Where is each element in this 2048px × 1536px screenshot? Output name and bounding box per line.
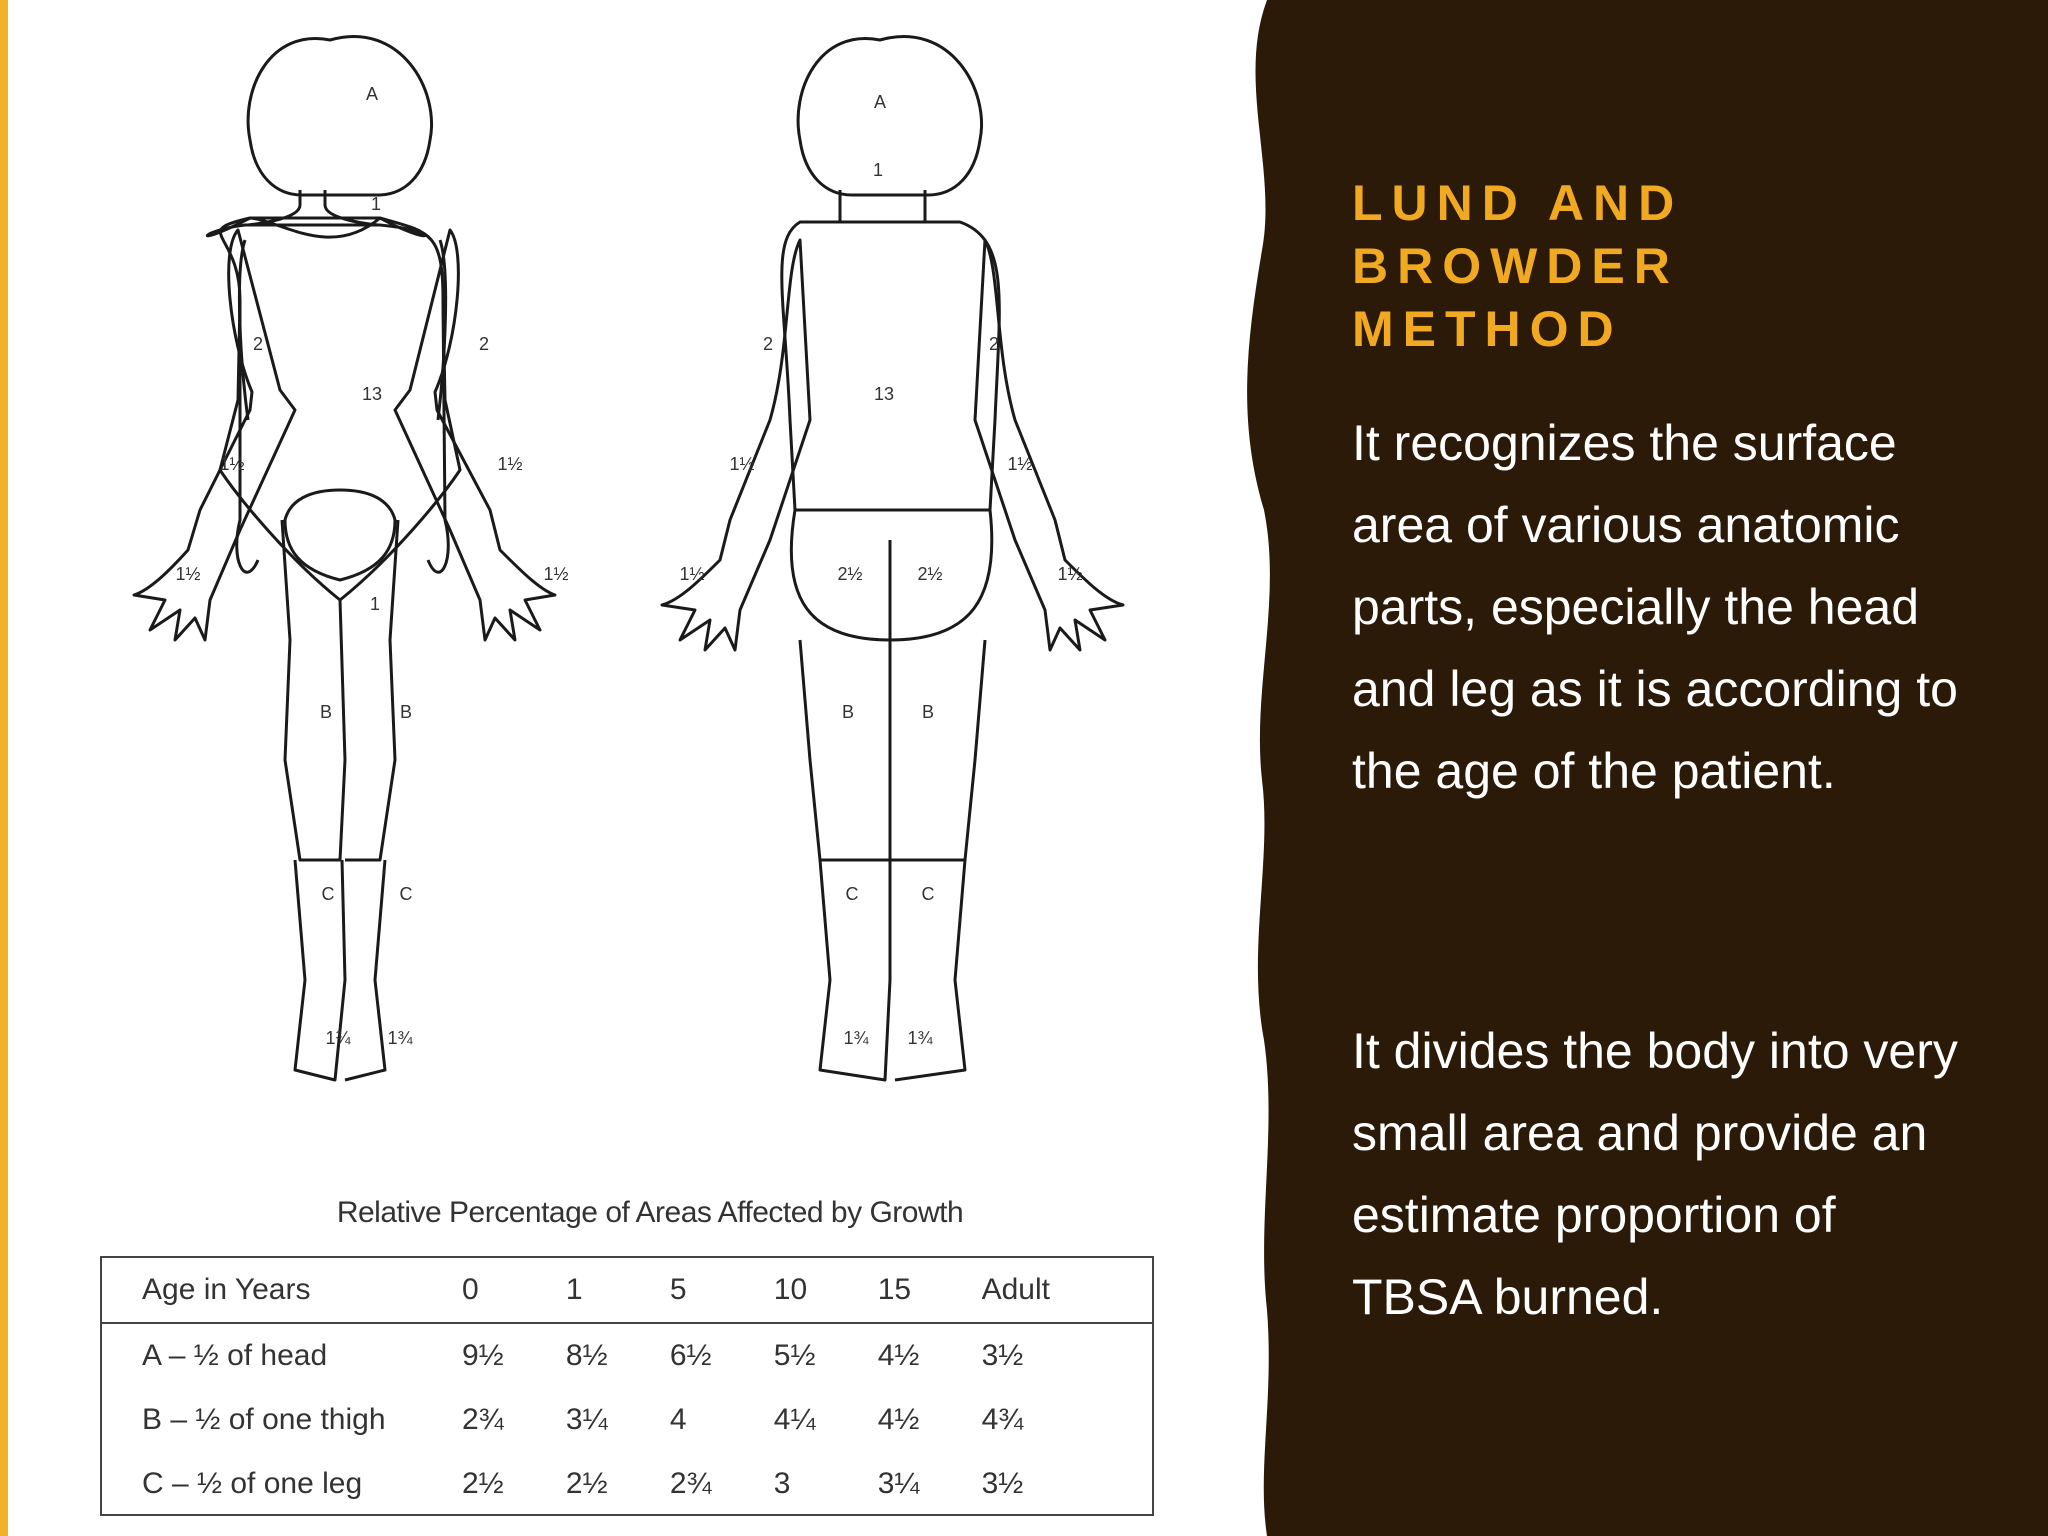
growth-table-row [102,1323,1152,1388]
front-label-foot-left: 1¾ [325,1028,351,1048]
back-label-forearm-right: 1½ [1007,454,1033,474]
front-label-leg-left: C [321,884,335,904]
growth-table-header-cell: 0 [462,1258,566,1323]
front-label-upper-arm-right: 2 [478,334,490,354]
growth-table-cell: 5½ [773,1339,816,1372]
back-label-neck: 1 [872,160,884,180]
growth-table-cell: 4 [669,1403,687,1436]
growth-table-cell: 3¼ [565,1403,608,1436]
slide-paragraph-1: It recognizes the surface area of various anatomic parts, especially the head and leg as it is according to the age of the patient. [1352,415,1958,799]
front-label-genitals: 1 [369,594,381,614]
growth-table-cell: 3 [773,1467,791,1500]
growth-table-header-cell: 10 [774,1258,878,1323]
growth-table-cell: C – ½ of one leg [142,1467,363,1500]
front-body-outline [134,36,555,1080]
back-label-foot-right: 1¾ [907,1028,933,1048]
growth-table-cell: A – ½ of head [142,1339,328,1372]
front-label-upper-arm-left: 2 [252,334,264,354]
back-label-thigh-left: B [841,702,855,722]
growth-table-cell: 4½ [877,1339,920,1372]
back-label-head: A [873,92,887,112]
front-label-forearm-left: 1½ [219,454,245,474]
growth-table-cell: 4¾ [981,1403,1024,1436]
back-label-buttock-left: 2½ [837,564,863,584]
growth-table-cell: 4¼ [773,1403,816,1436]
growth-table-cell: 3½ [981,1467,1024,1500]
growth-table-cell: 3¼ [877,1467,920,1500]
front-label-neck: 1 [370,194,382,214]
growth-table-header-cell: 5 [670,1258,774,1323]
back-label-forearm-left: 1½ [729,454,755,474]
growth-table-cell: 4½ [877,1403,920,1436]
back-label-trunk: 13 [873,384,895,404]
back-label-hand-right: 1½ [1057,564,1083,584]
front-label-trunk: 13 [361,384,383,404]
front-label-hand-right: 1½ [543,564,569,584]
growth-table-cell: 6½ [669,1339,712,1372]
front-label-head: A [365,84,379,104]
growth-table-header-cell: Adult [982,1258,1152,1323]
growth-table-title: Relative Percentage of Areas Affected by Growth [336,1196,964,1229]
front-label-thigh-right: B [399,702,413,722]
front-label-foot-right: 1¾ [387,1028,413,1048]
back-label-upper-arm-right: 2 [988,334,1000,354]
growth-table-cell: 2¾ [462,1403,504,1436]
back-label-leg-left: C [845,884,859,904]
growth-table-cell: 2½ [565,1467,608,1500]
front-label-thigh-left: B [319,702,333,722]
back-label-upper-arm-left: 2 [762,334,774,354]
front-label-hand-left: 1½ [175,564,201,584]
body-diagram [0,0,1260,1180]
back-label-leg-right: C [921,884,935,904]
growth-table-cell: 9½ [462,1339,504,1372]
front-label-leg-right: C [399,884,413,904]
growth-table-header-row [102,1258,1152,1323]
back-label-foot-left: 1¾ [843,1028,869,1048]
growth-table [100,1256,1154,1516]
growth-table-cell: 3½ [981,1339,1024,1372]
back-body-outline [662,36,1123,1080]
slide-paragraph-2: It divides the body into very small area and provide an estimate proportion of TBSA burned. [1352,1023,1958,1325]
growth-table-cell: 8½ [565,1339,608,1372]
back-label-buttock-right: 2½ [917,564,943,584]
growth-table-cell: 2¾ [669,1467,712,1500]
slide-heading: LUND AND BROWDER METHOD [1352,175,1684,357]
growth-table-row [102,1452,1152,1516]
back-label-thigh-right: B [921,702,935,722]
back-label-hand-left: 1½ [679,564,705,584]
growth-table-header-cell: Age in Years [102,1258,462,1323]
growth-table-cell: 2½ [462,1467,504,1500]
growth-table-header-cell: 15 [878,1258,982,1323]
growth-table-row [102,1388,1152,1452]
front-label-forearm-right: 1½ [497,454,523,474]
growth-table-cell: B – ½ of one thigh [142,1403,386,1436]
growth-table-header-cell: 1 [566,1258,670,1323]
